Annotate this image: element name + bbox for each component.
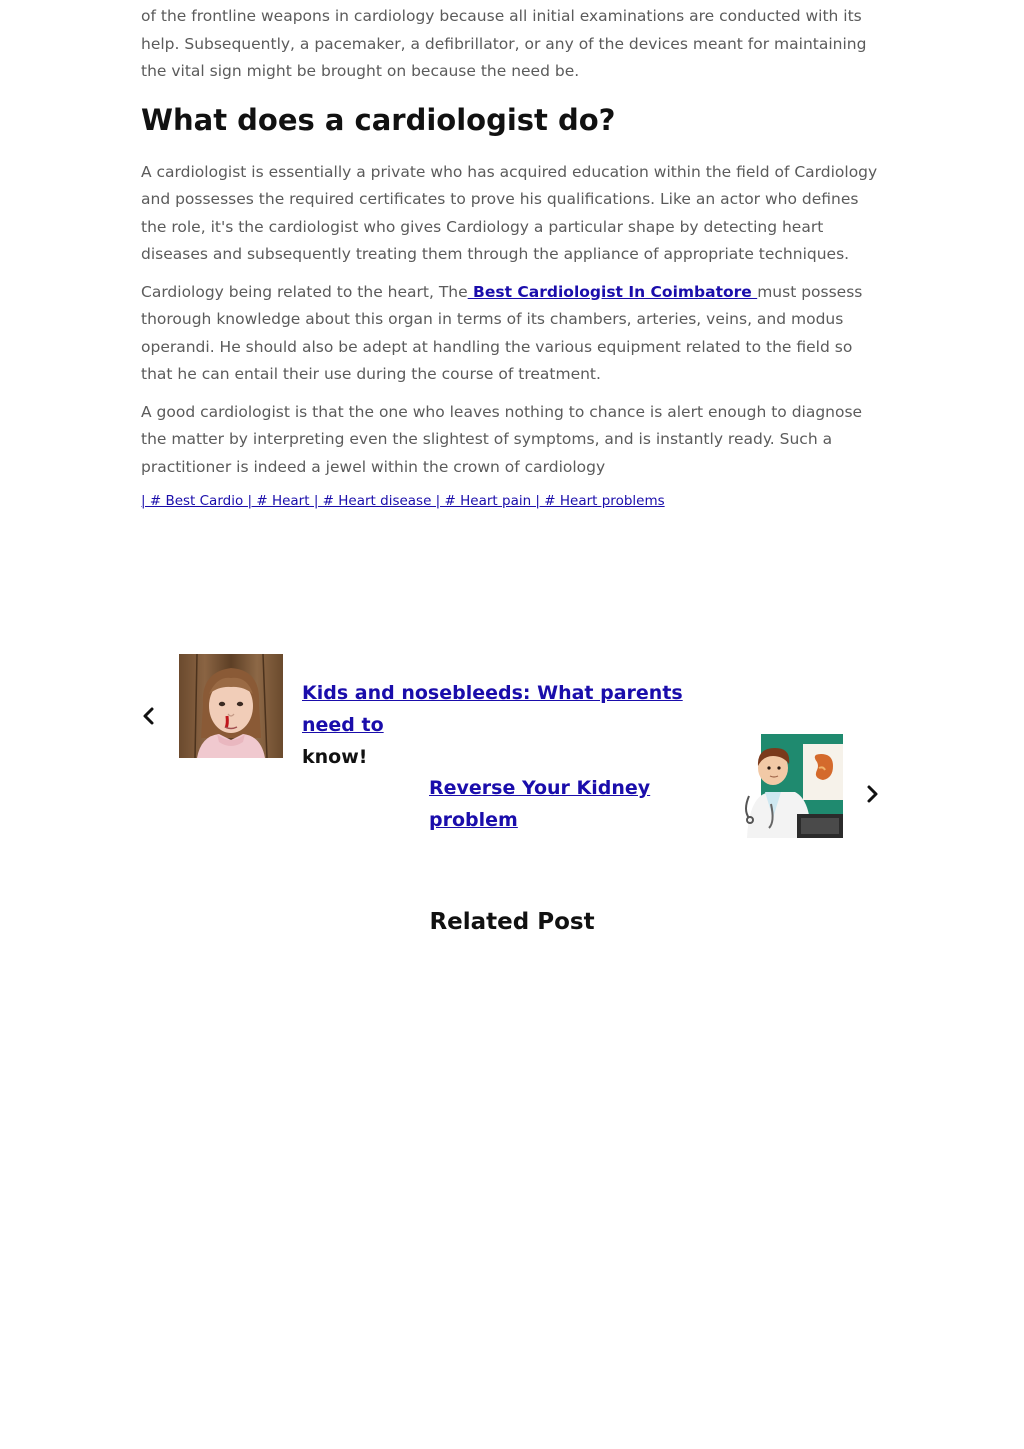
chevron-left-icon — [141, 706, 157, 726]
next-post-arrow[interactable] — [862, 782, 882, 806]
paragraph-text-before-link: Cardiology being related to the heart, The — [141, 282, 468, 301]
paragraph-good-cardiologist: A good cardiologist is that the one who leaves nothing to chance is alert enough to diagnose the matter by interpreting even the slightest of symptoms, and is instantly ready. Such a practitioner is indeed a jewel within the crown of cardiology — [141, 402, 863, 476]
paragraph-text-after-link: must possess thorough knowledge about this organ in terms of its chambers, arteries, veins, and modus operandi. He should also be adept at handling the various equipment related to the field so that he can entail their use during the course of treatment. — [141, 282, 863, 383]
next-post-title — [429, 772, 729, 836]
next-post-link[interactable]: Reverse Your Kidney problem — [429, 777, 651, 831]
previous-post-arrow[interactable] — [139, 704, 159, 728]
paragraph-definition: A cardiologist is essentially a private who has acquired education within the field of Cardiology and possesses the required certificates to prove his qualifications. Like an actor who defines the role, it's the cardiologist who gives Cardiology a particular shape by detecting heart diseases and subsequently treating them through the appliance of appropriate techniques. — [141, 162, 878, 263]
section-heading: What does a cardiologist do? — [141, 102, 616, 137]
best-cardiologist-link[interactable]: Best Cardiologist In Coimbatore — [467, 282, 758, 301]
tag-links[interactable]: | # Best Cardio | # Heart | # Heart disease | # Heart pain | # Heart problems — [141, 493, 665, 509]
previous-post-link[interactable]: Kids and nosebleeds: What parents need to — [302, 682, 683, 736]
previous-post-title — [302, 677, 742, 773]
related-post-heading: Related Post — [429, 909, 595, 935]
previous-post-thumbnail[interactable] — [179, 654, 283, 758]
next-post-thumbnail[interactable] — [739, 734, 843, 838]
chevron-right-icon — [864, 784, 880, 804]
tag-list — [141, 491, 883, 511]
doctor-kidney-image — [739, 734, 843, 838]
intro-paragraph: of the frontline weapons in cardiology because all initial examinations are conducted with its help. Subsequently, a pacemaker, a defibrillator, or any of the devices meant for maintaining the vital sign might be brought on because the need be. — [141, 7, 867, 80]
child-nosebleed-image — [179, 654, 283, 758]
previous-post-title-rest: know! — [302, 746, 368, 768]
paragraph-knowledge — [141, 279, 883, 389]
article-body — [141, 3, 883, 511]
